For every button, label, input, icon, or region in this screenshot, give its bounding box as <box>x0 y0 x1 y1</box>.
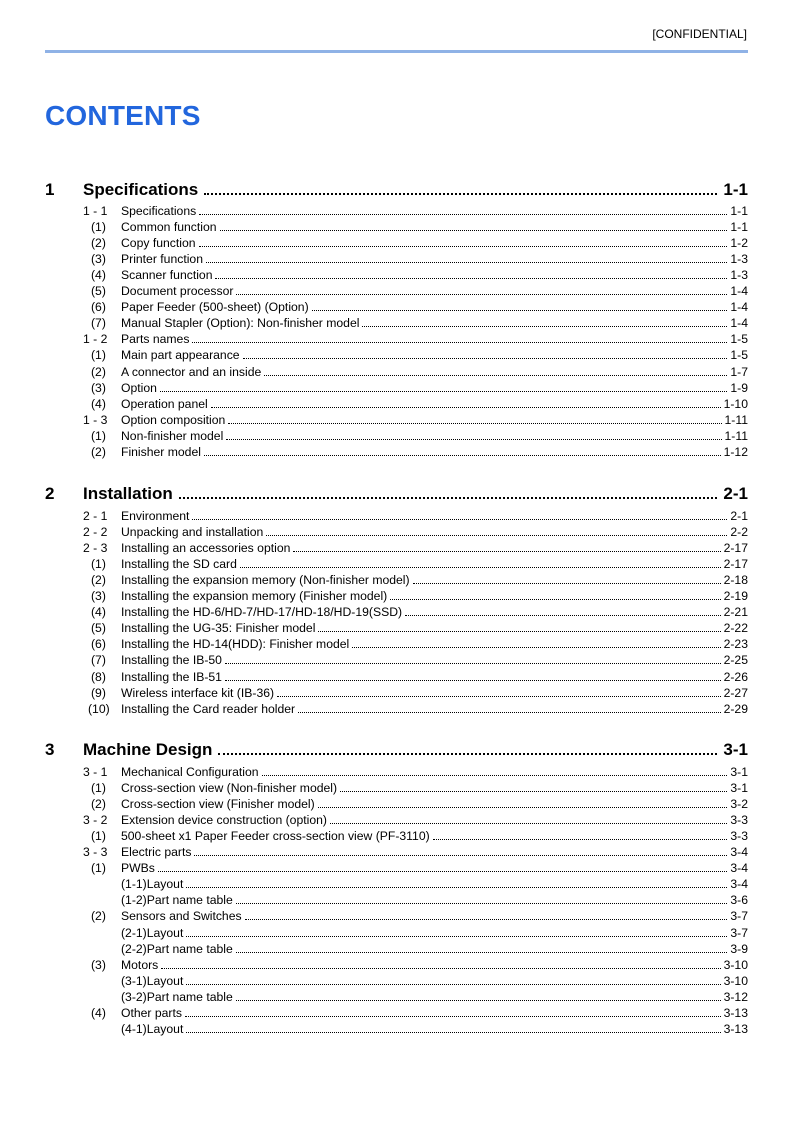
dot-leader <box>228 413 721 424</box>
entry-page: 3-12 <box>723 989 748 1004</box>
dot-leader <box>160 381 727 392</box>
dot-leader <box>264 365 727 376</box>
entry-line <box>121 781 748 795</box>
entry-title: Mechanical Configuration <box>121 765 259 779</box>
entry-line <box>121 958 748 972</box>
entry-number: (2) <box>91 573 106 588</box>
entry-page: 3-4 <box>730 845 748 860</box>
dot-leader <box>199 204 727 215</box>
dot-leader <box>330 813 727 824</box>
dot-leader <box>192 332 727 343</box>
entry-number: (10) <box>88 701 110 716</box>
entry-line <box>121 509 748 523</box>
entry-title: Installing the HD-6/HD-7/HD-17/HD-18/HD-19(SSD) <box>121 605 403 620</box>
entry-page: 1-12 <box>723 444 748 459</box>
entry-line <box>121 942 748 956</box>
entry-page: 1-1 <box>730 220 748 235</box>
toc-entry[interactable] <box>0 332 794 348</box>
entry-page: 1-5 <box>730 348 748 363</box>
entry-number: (4) <box>91 605 106 620</box>
entry-line <box>121 445 748 459</box>
dot-leader <box>192 509 727 520</box>
entry-number: (3) <box>91 380 106 395</box>
entry-number: 1 - 1 <box>83 204 108 218</box>
entry-line <box>121 1006 748 1020</box>
dot-leader <box>215 268 727 279</box>
toc-entry[interactable] <box>0 541 794 557</box>
entry-title: Document processor <box>121 284 234 299</box>
entry-page: 1-10 <box>723 396 748 411</box>
entry-page: 3-4 <box>730 877 748 892</box>
entry-page: 3-7 <box>730 909 748 924</box>
dot-leader <box>413 573 721 584</box>
entry-page: 2-1 <box>730 509 748 523</box>
toc-entry[interactable] <box>0 252 794 268</box>
entry-page: 3-2 <box>730 797 748 812</box>
toc-entry[interactable] <box>0 765 794 781</box>
entry-title: Installing the expansion memory (Non-finisher model) <box>121 573 410 588</box>
entry-line <box>121 845 748 859</box>
toc-entry[interactable] <box>0 236 794 252</box>
entry-title: Paper Feeder (500-sheet) (Option) <box>121 300 309 315</box>
entry-line <box>121 332 748 346</box>
chapter-title: Specifications <box>83 180 199 199</box>
entry-number: (3) <box>91 252 106 267</box>
entry-line <box>121 268 748 282</box>
toc-entry[interactable] <box>0 445 794 461</box>
entry-line <box>121 348 748 362</box>
toc-entry[interactable] <box>0 942 794 958</box>
entry-number: 3 - 3 <box>83 845 108 860</box>
dot-leader <box>277 686 721 697</box>
entry-line <box>121 236 748 250</box>
dot-leader <box>236 942 728 953</box>
entry-title: Option composition <box>121 412 226 427</box>
entry-line <box>121 316 748 330</box>
entry-line <box>121 204 748 218</box>
toc-entry[interactable] <box>0 1022 794 1038</box>
chapter-page: 1-1 <box>723 180 748 199</box>
entry-title: Installing the Card reader holder <box>121 701 296 716</box>
entry-title: Manual Stapler (Option): Non-finisher model <box>121 316 360 331</box>
entry-line <box>121 621 748 635</box>
entry-number: (9) <box>91 685 106 700</box>
entry-title: (4-1)Layout <box>121 1021 184 1036</box>
entry-title: PWBs <box>121 861 155 876</box>
entry-page: 1-11 <box>724 428 748 443</box>
entry-page: 2-25 <box>723 653 748 668</box>
entry-title: Environment <box>121 509 190 523</box>
entry-title: Motors <box>121 957 159 972</box>
toc-entry[interactable] <box>0 653 794 669</box>
entry-page: 2-26 <box>723 669 748 684</box>
dot-leader <box>186 926 727 937</box>
dot-leader <box>206 252 727 263</box>
entry-number: (8) <box>91 669 106 684</box>
toc-entry[interactable] <box>0 909 794 925</box>
toc-entry[interactable] <box>0 861 794 877</box>
entry-page: 2-22 <box>723 621 748 636</box>
toc-entry[interactable] <box>0 621 794 637</box>
entry-title: Common function <box>121 220 217 235</box>
toc-entry[interactable] <box>0 204 794 220</box>
entry-title: (2-2)Part name table <box>121 941 233 956</box>
entry-title: Unpacking and installation <box>121 525 264 540</box>
entry-page: 1-7 <box>730 364 748 379</box>
entry-line <box>121 670 748 684</box>
entry-page: 1-4 <box>730 300 748 315</box>
toc-entry[interactable] <box>0 670 794 686</box>
entry-line <box>121 1022 748 1036</box>
entry-title: Non-finisher model <box>121 428 224 443</box>
dot-leader <box>262 765 728 776</box>
dot-leader <box>433 829 728 840</box>
toc-entry[interactable] <box>0 1006 794 1022</box>
dot-leader <box>211 397 721 408</box>
toc-entry[interactable] <box>0 829 794 845</box>
entry-line <box>121 365 748 379</box>
entry-title: 500-sheet x1 Paper Feeder cross-section view (PF-3110) <box>121 829 430 844</box>
chapter-page: 3-1 <box>723 740 748 759</box>
entry-page: 2-18 <box>723 573 748 588</box>
entry-number: (6) <box>91 300 106 315</box>
dot-leader <box>225 653 721 664</box>
entry-page: 3-1 <box>730 781 748 796</box>
toc-entry[interactable] <box>0 877 794 893</box>
dot-leader <box>236 284 727 295</box>
entry-title: Other parts <box>121 1005 182 1020</box>
entry-number: (2) <box>91 364 106 379</box>
dot-leader <box>318 621 720 632</box>
entry-line <box>121 573 748 587</box>
entry-number: 2 - 3 <box>83 541 108 556</box>
entry-number: 1 - 2 <box>83 332 108 347</box>
dot-leader <box>199 236 728 247</box>
entry-line <box>121 541 748 555</box>
toc-entry[interactable] <box>0 589 794 605</box>
entry-number: 2 - 1 <box>83 509 108 523</box>
entry-line <box>121 829 748 843</box>
toc-entry[interactable] <box>0 220 794 236</box>
entry-page: 3-10 <box>723 957 748 972</box>
entry-line <box>121 525 748 539</box>
toc-entry[interactable] <box>0 686 794 702</box>
entry-title: (1-1)Layout <box>121 877 184 892</box>
entry-page: 1-5 <box>730 332 748 347</box>
entry-line <box>121 252 748 266</box>
chapter-heading[interactable] <box>45 484 748 506</box>
toc-entry[interactable] <box>0 893 794 909</box>
dot-leader <box>243 348 728 359</box>
dot-leader <box>340 781 727 792</box>
dot-leader <box>352 637 720 648</box>
entry-title: A connector and an inside <box>121 364 262 379</box>
entry-title: Installing the SD card <box>121 557 237 572</box>
entry-page: 1-11 <box>724 412 748 427</box>
entry-line <box>121 813 748 827</box>
toc-entry[interactable] <box>0 348 794 364</box>
chapter-number: 1 <box>45 180 55 199</box>
toc-entry[interactable] <box>0 525 794 541</box>
toc-entry[interactable] <box>0 926 794 942</box>
header-rule <box>45 50 748 53</box>
toc-entry[interactable] <box>0 845 794 861</box>
toc-entry[interactable] <box>0 365 794 381</box>
entry-page: 2-21 <box>723 605 748 620</box>
entry-page: 1-4 <box>730 284 748 299</box>
entry-page: 1-3 <box>730 252 748 267</box>
entry-number: (4) <box>91 1005 106 1020</box>
entry-number: (2) <box>91 909 106 924</box>
toc-entry[interactable] <box>0 557 794 573</box>
entry-line <box>121 300 748 314</box>
entry-number: (1) <box>91 220 106 235</box>
entry-title: Parts names <box>121 332 190 347</box>
chapter-number: 3 <box>45 740 55 759</box>
dot-leader <box>185 1006 721 1017</box>
entry-title: Operation panel <box>121 396 208 411</box>
entry-title: Extension device construction (option) <box>121 813 327 828</box>
chapter-title: Installation <box>83 484 173 503</box>
dot-leader <box>236 990 721 1001</box>
entry-title: Finisher model <box>121 444 201 459</box>
entry-number: (2) <box>91 797 106 812</box>
entry-number: (1) <box>91 348 106 363</box>
entry-number: (5) <box>91 621 106 636</box>
dot-leader <box>186 877 727 888</box>
entry-number: (1) <box>91 781 106 796</box>
toc-entry[interactable] <box>0 316 794 332</box>
entry-number: (3) <box>91 957 106 972</box>
toc-entry[interactable] <box>0 974 794 990</box>
dot-leader <box>226 429 721 440</box>
entry-title: Scanner function <box>121 268 213 283</box>
entry-page: 3-4 <box>730 861 748 876</box>
entry-title: Sensors and Switches <box>121 909 242 924</box>
entry-number: (1) <box>91 861 106 876</box>
entry-number: (1) <box>91 428 106 443</box>
entry-title: Printer function <box>121 252 203 267</box>
toc-entry[interactable] <box>0 413 794 429</box>
toc-entry[interactable] <box>0 990 794 1006</box>
entry-title: Cross-section view (Non-finisher model) <box>121 781 338 796</box>
entry-title: Installing the IB-51 <box>121 669 222 684</box>
entry-line <box>121 797 748 811</box>
dot-leader <box>362 316 727 327</box>
entry-line <box>121 702 748 716</box>
dot-leader <box>161 958 720 969</box>
entry-number: (1) <box>91 829 106 844</box>
entry-page: 2-23 <box>723 637 748 652</box>
toc-entry[interactable] <box>0 605 794 621</box>
entry-number: (4) <box>91 396 106 411</box>
toc-entry[interactable] <box>0 268 794 284</box>
chapter-heading[interactable] <box>45 740 748 762</box>
entry-line <box>121 429 748 443</box>
entry-page: 2-2 <box>730 525 748 540</box>
entry-title: Installing the IB-50 <box>121 653 222 668</box>
toc-entry[interactable] <box>0 573 794 589</box>
toc-entry[interactable] <box>0 797 794 813</box>
entry-page: 1-3 <box>730 268 748 283</box>
chapter-page: 2-1 <box>723 484 748 503</box>
dot-leader <box>179 484 718 499</box>
entry-number: (4) <box>91 268 106 283</box>
entry-page: 3-3 <box>730 813 748 828</box>
toc-entry[interactable] <box>0 300 794 316</box>
dot-leader <box>298 702 720 713</box>
entry-number: (6) <box>91 637 106 652</box>
confidential-label: [CONFIDENTIAL] <box>652 27 747 41</box>
entry-number: 3 - 1 <box>83 765 108 779</box>
entry-page: 2-17 <box>723 557 748 572</box>
dot-leader <box>245 909 728 920</box>
entry-line <box>121 686 748 700</box>
chapter-number: 2 <box>45 484 55 503</box>
entry-page: 3-3 <box>730 829 748 844</box>
entry-number: (5) <box>91 284 106 299</box>
entry-title: Wireless interface kit (IB-36) <box>121 685 275 700</box>
entry-title: Copy function <box>121 236 196 251</box>
entry-number: (3) <box>91 589 106 604</box>
entry-page: 3-10 <box>723 973 748 988</box>
entry-page: 1-4 <box>730 316 748 331</box>
entry-line <box>121 413 748 427</box>
entry-title: Installing the expansion memory (Finisher model) <box>121 589 388 604</box>
dot-leader <box>220 220 728 231</box>
toc-entry[interactable] <box>0 397 794 413</box>
dot-leader <box>236 893 728 904</box>
entry-page: 3-6 <box>730 893 748 908</box>
entry-line <box>121 557 748 571</box>
entry-line <box>121 909 748 923</box>
entry-number: (2) <box>91 236 106 251</box>
page-title: CONTENTS <box>45 100 201 131</box>
dot-leader <box>318 797 728 808</box>
entry-number: 2 - 2 <box>83 525 108 540</box>
dot-leader <box>204 445 721 456</box>
toc-entry[interactable] <box>0 509 794 525</box>
entry-page: 2-19 <box>723 589 748 604</box>
toc-entry[interactable] <box>0 781 794 797</box>
entry-line <box>121 861 748 875</box>
toc-entry[interactable] <box>0 429 794 445</box>
entry-page: 3-13 <box>723 1005 748 1020</box>
entry-title: Cross-section view (Finisher model) <box>121 797 315 812</box>
entry-page: 1-1 <box>730 204 748 218</box>
entry-page: 1-2 <box>730 236 748 251</box>
chapter-heading[interactable] <box>45 180 748 202</box>
dot-leader <box>293 541 720 552</box>
toc-entry[interactable] <box>0 702 794 718</box>
entry-line <box>121 381 748 395</box>
dot-leader <box>186 974 720 985</box>
entry-title: (1-2)Part name table <box>121 893 233 908</box>
entry-number: (7) <box>91 316 106 331</box>
entry-line <box>121 589 748 603</box>
entry-number: (2) <box>91 444 106 459</box>
dot-leader <box>158 861 728 872</box>
dot-leader <box>312 300 728 311</box>
entry-page: 2-17 <box>723 541 748 556</box>
dot-leader <box>266 525 727 536</box>
entry-line <box>121 605 748 619</box>
entry-title: Electric parts <box>121 845 192 860</box>
entry-line <box>121 765 748 779</box>
toc-entry[interactable] <box>0 381 794 397</box>
entry-title: (3-1)Layout <box>121 973 184 988</box>
entry-line <box>121 877 748 891</box>
toc-entry[interactable] <box>0 958 794 974</box>
entry-title: (2-1)Layout <box>121 925 184 940</box>
entry-title: Specifications <box>121 204 197 218</box>
entry-page: 1-9 <box>730 380 748 395</box>
entry-line <box>121 974 748 988</box>
entry-line <box>121 637 748 651</box>
dot-leader <box>240 557 721 568</box>
chapter-title: Machine Design <box>83 740 213 759</box>
entry-number: 1 - 3 <box>83 412 108 427</box>
entry-page: 3-7 <box>730 925 748 940</box>
entry-number: 3 - 2 <box>83 813 108 828</box>
dot-leader <box>218 740 717 755</box>
entry-page: 2-27 <box>723 685 748 700</box>
entry-number: (1) <box>91 557 106 572</box>
entry-page: 2-29 <box>723 701 748 716</box>
dot-leader <box>390 589 720 600</box>
entry-number: (7) <box>91 653 106 668</box>
dot-leader <box>186 1022 720 1033</box>
entry-title: Installing an accessories option <box>121 541 291 556</box>
entry-title: Option <box>121 380 157 395</box>
entry-page: 3-9 <box>730 941 748 956</box>
entry-line <box>121 653 748 667</box>
entry-title: Main part appearance <box>121 348 240 363</box>
dot-leader <box>225 670 721 681</box>
entry-page: 3-1 <box>730 765 748 779</box>
entry-line <box>121 397 748 411</box>
entry-line <box>121 990 748 1004</box>
dot-leader <box>204 180 717 195</box>
dot-leader <box>194 845 727 856</box>
toc-entry[interactable] <box>0 284 794 300</box>
entry-page: 3-13 <box>723 1021 748 1036</box>
toc-entry[interactable] <box>0 813 794 829</box>
toc-entry[interactable] <box>0 637 794 653</box>
entry-title: Installing the UG-35: Finisher model <box>121 621 316 636</box>
entry-title: Installing the HD-14(HDD): Finisher model <box>121 637 350 652</box>
entry-line <box>121 926 748 940</box>
entry-line <box>121 284 748 298</box>
entry-line <box>121 893 748 907</box>
entry-line <box>121 220 748 234</box>
dot-leader <box>405 605 721 616</box>
entry-title: (3-2)Part name table <box>121 989 233 1004</box>
